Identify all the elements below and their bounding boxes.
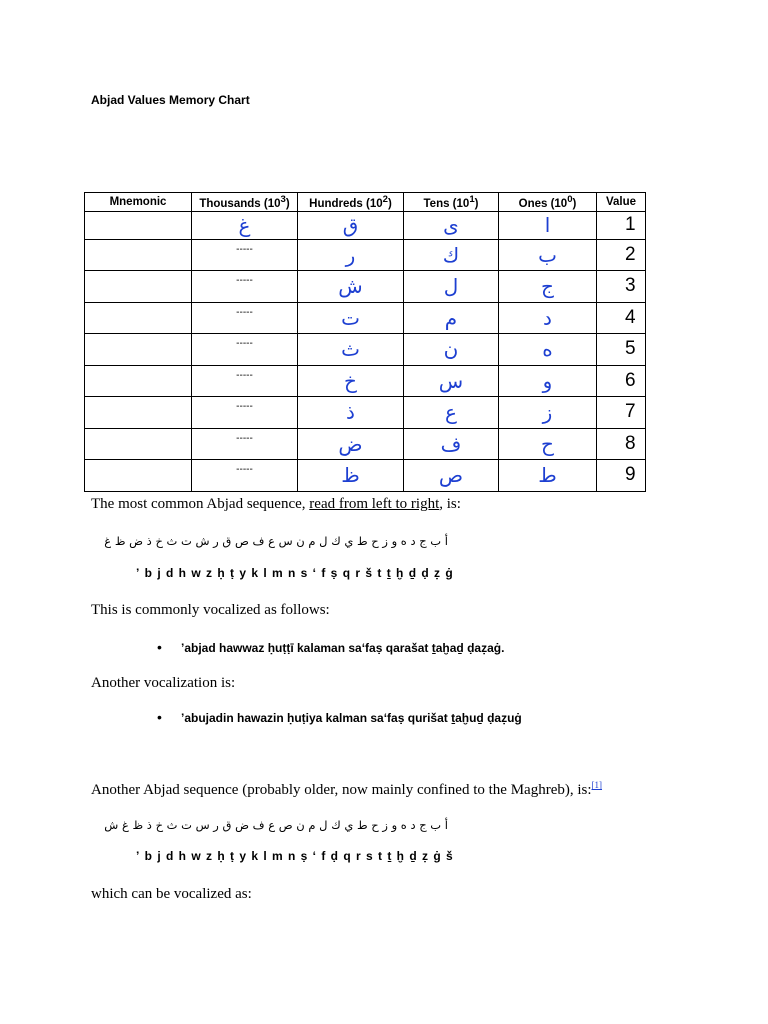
ones-cell: ب	[499, 239, 597, 271]
mnemonic-cell	[85, 271, 192, 303]
value-cell: 4	[597, 302, 646, 334]
mnemonic-cell	[85, 302, 192, 334]
tens-cell: ع	[404, 397, 499, 429]
table-row	[85, 271, 646, 303]
hundreds-cell: ظ	[298, 460, 404, 492]
thousands-cell: -----	[192, 271, 298, 303]
hundreds-cell: ث	[298, 334, 404, 366]
thousands-cell: -----	[192, 460, 298, 492]
arabic-sequence-maghreb: أ ب ج د ه و ز ح ط ي ك ل م ن ص ع ف ض ق ر س ت ث خ ذ ظ غ ش	[104, 818, 448, 832]
hundreds-cell: ض	[298, 428, 404, 460]
ones-cell: ه	[499, 334, 597, 366]
ones-cell: ح	[499, 428, 597, 460]
read-direction-link[interactable]: read from left to right	[309, 496, 440, 512]
mnemonic-cell	[85, 365, 192, 397]
bullet-icon: •	[157, 639, 162, 655]
header-hundreds	[298, 193, 404, 212]
sequence-intro-paragraph	[91, 496, 461, 513]
intro-text-before: The most common Abjad sequence,	[91, 496, 310, 512]
table-row	[85, 212, 646, 240]
table-row	[85, 302, 646, 334]
value-cell: 7	[597, 397, 646, 429]
header-close: )	[572, 197, 577, 210]
header-tens	[404, 193, 499, 212]
mnemonic-cell	[85, 397, 192, 429]
maghreb-vocalized-intro: which can be vocalized as:	[91, 886, 252, 902]
tens-cell: م	[404, 302, 499, 334]
header-ones-base: Ones (10	[518, 197, 568, 210]
tens-cell: س	[404, 365, 499, 397]
header-value: Value	[597, 193, 646, 212]
header-thousands	[192, 193, 298, 212]
table-row	[85, 460, 646, 492]
tens-cell: ص	[404, 460, 499, 492]
thousands-cell: -----	[192, 365, 298, 397]
value-cell: 1	[597, 212, 646, 240]
thousands-cell: غ	[192, 212, 298, 240]
mnemonic-cell	[85, 460, 192, 492]
tens-cell: ف	[404, 428, 499, 460]
header-close: )	[285, 197, 290, 210]
header-tens-base: Tens (10	[423, 197, 470, 210]
thousands-cell: -----	[192, 302, 298, 334]
value-cell: 8	[597, 428, 646, 460]
hundreds-cell: ش	[298, 271, 404, 303]
table-row	[85, 397, 646, 429]
mnemonic-cell	[85, 239, 192, 271]
table-row	[85, 365, 646, 397]
value-cell: 2	[597, 239, 646, 271]
header-hundreds-exp: 2	[382, 194, 388, 206]
value-cell: 6	[597, 365, 646, 397]
ones-cell: ج	[499, 271, 597, 303]
header-mnemonic: Mnemonic	[85, 193, 192, 212]
tens-cell: ن	[404, 334, 499, 366]
maghreb-intro-text: Another Abjad sequence (probably older, now mainly confined to the Maghreb), is:	[91, 782, 592, 798]
mnemonic-cell	[85, 212, 192, 240]
page-title: Abjad Values Memory Chart	[91, 93, 250, 107]
header-tens-exp: 1	[469, 194, 475, 206]
hundreds-cell: خ	[298, 365, 404, 397]
arabic-sequence-common: أ ب ج د ه و ز ح ط ي ك ل م ن س ع ف ص ق ر ش ت ث خ ذ ض ظ غ	[104, 534, 448, 548]
header-close: )	[387, 197, 392, 210]
table-row	[85, 334, 646, 366]
tens-cell: ل	[404, 271, 499, 303]
hundreds-cell: ر	[298, 239, 404, 271]
ones-cell: د	[499, 302, 597, 334]
bullet-icon: •	[157, 709, 162, 725]
hundreds-cell: ذ	[298, 397, 404, 429]
header-thousands-base: Thousands (10	[199, 197, 281, 210]
ones-cell: ز	[499, 397, 597, 429]
table-row	[85, 428, 646, 460]
tens-cell: ى	[404, 212, 499, 240]
hundreds-cell: ت	[298, 302, 404, 334]
value-cell: 3	[597, 271, 646, 303]
another-vocalization-paragraph: Another vocalization is:	[91, 675, 236, 691]
thousands-cell: -----	[192, 397, 298, 429]
value-cell: 9	[597, 460, 646, 492]
vocalization-item-2: ʼabujadin hawazin ḥuṭiya kalman saʻfaṣ qurišat ṯaḫuḏ ḍaẓuġ	[181, 711, 522, 725]
thousands-cell: -----	[192, 239, 298, 271]
mnemonic-cell	[85, 334, 192, 366]
latin-sequence-common: ʼ b j d h w z ḥ ṭ y k l m n s ʻ f ṣ q r š t ṯ ḫ ḏ ḍ ẓ ġ	[136, 566, 453, 580]
table-row	[85, 239, 646, 271]
mnemonic-cell	[85, 428, 192, 460]
ones-cell: ط	[499, 460, 597, 492]
value-cell: 5	[597, 334, 646, 366]
ones-cell: و	[499, 365, 597, 397]
footnote-link[interactable]: [1]	[591, 780, 603, 790]
thousands-cell: -----	[192, 334, 298, 366]
header-close: )	[474, 197, 479, 210]
hundreds-cell: ق	[298, 212, 404, 240]
header-ones-exp: 0	[567, 194, 573, 206]
intro-text-after: , is:	[439, 496, 461, 512]
vocalization-item: ʼabjad hawwaz ḥuṭṭī kalaman saʻfaṣ qarašat ṯaḫaḏ ḍaẓaġ.	[181, 641, 505, 655]
header-ones	[499, 193, 597, 212]
header-hundreds-base: Hundreds (10	[309, 197, 383, 210]
ones-cell: ا	[499, 212, 597, 240]
thousands-cell: -----	[192, 428, 298, 460]
tens-cell: ك	[404, 239, 499, 271]
maghreb-sequence-paragraph	[91, 780, 602, 799]
header-thousands-exp: 3	[280, 194, 286, 206]
abjad-values-table	[84, 192, 646, 492]
vocalized-intro-paragraph: This is commonly vocalized as follows:	[91, 602, 330, 618]
table-header-row	[85, 193, 646, 212]
latin-sequence-maghreb: ʼ b j d h w z ḥ ṭ y k l m n ṣ ʻ f ḍ q r s t ṯ ḫ ḏ ẓ ġ š	[136, 849, 453, 863]
